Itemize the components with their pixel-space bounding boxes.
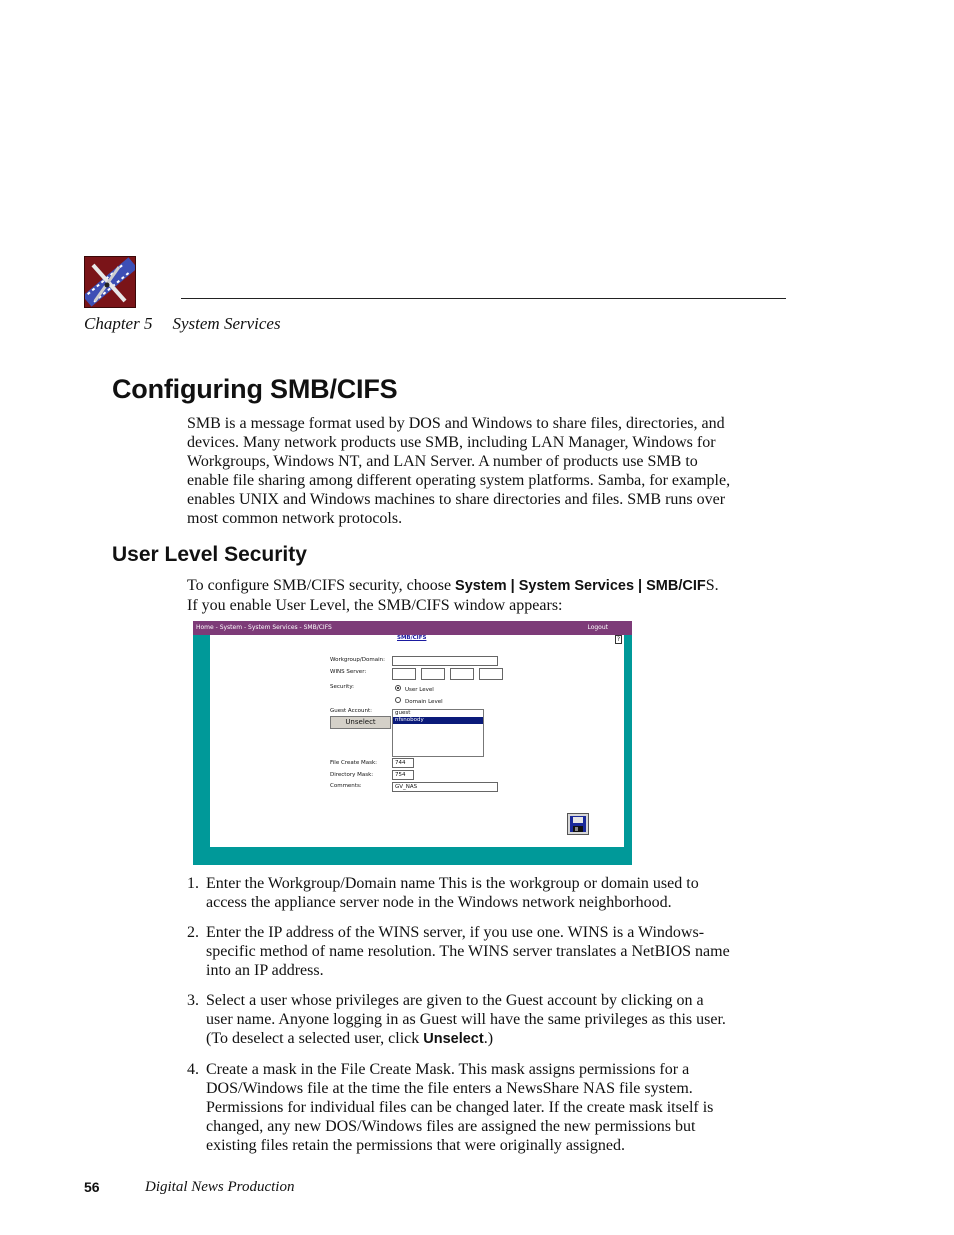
comments-value: GV_NAS [395,784,418,790]
section-title: Configuring SMB/CIFS [112,374,398,404]
instruction-text-after: S. If you enable User Level, the SMB/CIFS window appears: [187,577,719,614]
step-item [187,923,732,980]
subsection-title: User Level Security [112,543,307,566]
screenshot-logout-link[interactable]: Logout [587,624,608,631]
intro-paragraph: SMB is a message format used by DOS and Windows to share files, directories, and devices. Many network products use SMB, including LAN Manager, Windows for Workgroups, Windows NT, and LAN Server. A number of products use SMB to enable file sharing among different operating system platforms. Samba, for example, enables UNIX and Windows machines to share directories and files. SMB runs over most common network protocols. [187,415,731,527]
file-create-mask-value: 744 [395,760,406,766]
header-rule [181,298,786,299]
chapter-logo [84,256,136,308]
screenshot-title-link[interactable]: SMB/CIFS [397,635,427,641]
steps-list [187,874,732,1166]
page-number: 56 [84,1179,100,1195]
chapter-label: Chapter 5 [84,314,153,333]
step-item [187,874,732,912]
wins-octet-2[interactable] [421,668,445,680]
step-text: Enter the IP address of the WINS server, if you use one. WINS is a Windows-specific method of name resolution. The WINS server translates a NetBIOS name into an IP address. [206,924,730,979]
directory-mask-label: Directory Mask: [330,772,374,778]
save-button[interactable] [567,813,589,835]
instruction-paragraph [187,576,732,615]
step-number: 1. [187,875,199,892]
help-icon[interactable]: ? [616,636,621,643]
step-item [187,1060,732,1155]
workgroup-label: Workgroup/Domain: [330,657,385,663]
unselect-reference: Unselect [423,1031,484,1047]
guest-list-item-selected[interactable]: nfsnobody [393,717,483,724]
chapter-heading [84,314,281,334]
smb-cifs-window-screenshot [193,621,632,865]
step-text-before: Select a user whose privileges are given to the Guest account by clicking on a user name. Anyone logging in as Guest will have the same privileges as this user. (To deselect a selected user, click [206,992,726,1047]
wins-octet-1[interactable] [392,668,416,680]
file-create-mask-label: File Create Mask: [330,760,377,766]
domain-level-label: Domain Level [405,699,443,705]
file-create-mask-input[interactable] [392,758,414,768]
menu-path: System | System Services | SMB/CIF [455,578,706,594]
step-text-after: .) [483,1030,494,1047]
user-level-radio[interactable] [395,685,401,691]
step-text [206,992,726,1047]
guest-list-item[interactable]: guest [395,710,411,716]
domain-level-radio[interactable] [395,697,401,703]
workgroup-input[interactable] [392,656,498,666]
screenshot-nav-bar [193,621,632,635]
user-level-label: User Level [405,687,434,693]
film-scissors-icon [85,257,135,307]
step-item [187,991,732,1049]
step-number: 3. [187,992,199,1009]
wins-octet-3[interactable] [450,668,474,680]
step-number: 4. [187,1061,199,1078]
screenshot-breadcrumb[interactable]: Home - System - System Services - SMB/CIFS [196,624,332,631]
unselect-button[interactable]: Unselect [330,716,391,729]
step-number: 2. [187,924,199,941]
comments-label: Comments: [330,783,362,789]
chapter-title: System Services [172,314,281,333]
comments-input[interactable] [392,782,498,792]
floppy-disk-icon [568,814,588,834]
screenshot-form-panel [210,635,624,847]
guest-account-list[interactable] [392,709,484,757]
book-title: Digital News Production [145,1179,295,1195]
instruction-text-before: To configure SMB/CIFS security, choose [187,577,456,594]
wins-octet-4[interactable] [479,668,503,680]
directory-mask-input[interactable] [392,770,414,780]
security-label: Security: [330,684,355,690]
step-text: Create a mask in the File Create Mask. This mask assigns permissions for a DOS/Windows file at the time the file enters a NewsShare NAS file system. Permissions for individual files can be changed later. If the create mask itself is changed, any new DOS/Windows files are assigned the new permissions but existing files retain the permissions that were originally assigned. [206,1061,714,1154]
guest-account-label: Guest Account: [330,708,372,714]
directory-mask-value: 754 [395,772,406,778]
wins-label: WINS Server: [330,669,367,675]
step-text: Enter the Workgroup/Domain name This is the workgroup or domain used to access the appliance server node in the Windows network neighborhood. [206,875,699,911]
